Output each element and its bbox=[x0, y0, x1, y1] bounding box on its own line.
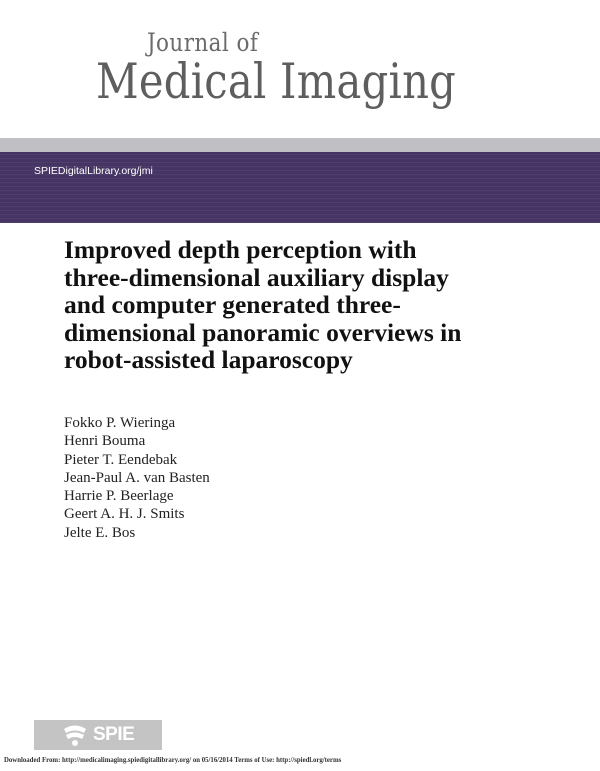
journal-name-text: Medical Imaging bbox=[96, 53, 457, 110]
author-name: Jean-Paul A. van Basten bbox=[64, 469, 210, 486]
author-name: Jelte E. Bos bbox=[64, 524, 136, 541]
journal-of-text: Journal of bbox=[147, 28, 259, 57]
article-title bbox=[64, 236, 524, 374]
author-name: Geert A. H. J. Smits bbox=[64, 506, 185, 523]
download-notice: Downloaded From: http://medicalimaging.spiedigitallibrary.org/ on 05/16/2014 Terms of Use: http://spiedl.org/terms bbox=[4, 757, 342, 764]
title-line: three-dimensional auxiliary display bbox=[64, 262, 449, 292]
spie-logo-text: SPIE bbox=[93, 724, 135, 745]
title-line: robot-assisted laparoscopy bbox=[64, 345, 353, 374]
title-line: Improved depth perception with bbox=[64, 235, 417, 264]
author-list bbox=[64, 414, 210, 542]
journal-masthead bbox=[0, 0, 600, 138]
journal-url-link[interactable]: SPIEDigitalLibrary.org/jmi bbox=[34, 165, 153, 177]
author-name: Henri Bouma bbox=[64, 433, 146, 450]
spie-logo bbox=[34, 720, 162, 750]
author-name: Fokko P. Wieringa bbox=[64, 415, 176, 431]
spie-logo-icon bbox=[60, 720, 90, 750]
journal-banner bbox=[0, 152, 600, 223]
header-divider-band bbox=[0, 138, 600, 152]
author-name: Pieter T. Eendebak bbox=[64, 451, 178, 468]
author-name: Harrie P. Beerlage bbox=[64, 488, 174, 505]
title-line: dimensional panoramic overviews in bbox=[64, 317, 462, 347]
title-line: and computer generated three- bbox=[64, 290, 401, 319]
